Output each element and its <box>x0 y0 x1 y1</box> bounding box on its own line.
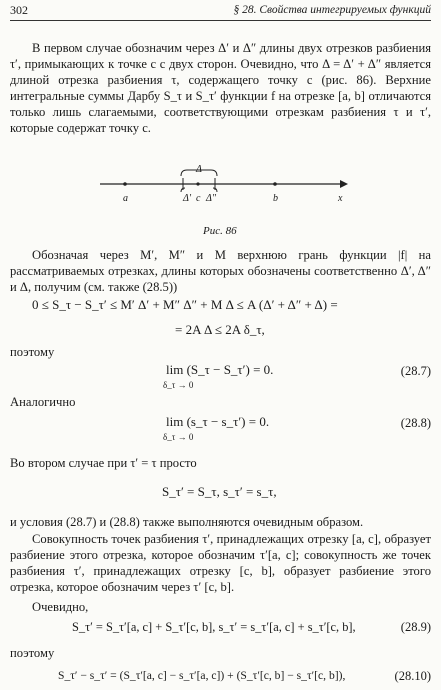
point-a <box>123 182 127 186</box>
equation-number-28-8: (28.8) <box>400 416 431 430</box>
page-number: 302 <box>10 3 28 17</box>
equation-equal-sums: S_τ′ = S_τ, s_τ′ = s_τ, <box>162 484 277 499</box>
equation-28-9: S_τ′ = S_τ′[a, c] + S_τ′[c, b], s_τ′ = s_τ′[a, c] + s_τ′[c, b], <box>72 620 356 634</box>
label-delta-prime: Δ′ <box>183 193 192 204</box>
equation-28-8-limit: δ_τ → 0 <box>163 432 194 442</box>
equation-number-28-10: (28.10) <box>394 669 431 683</box>
text-therefore-2: поэтому <box>10 646 55 660</box>
label-c: c <box>196 193 201 204</box>
figure-86 <box>95 162 355 222</box>
point-c <box>196 182 199 185</box>
text-obviously: Очевидно, <box>32 600 89 614</box>
text-similarly: Аналогично <box>10 395 76 409</box>
label-x: x <box>338 193 343 204</box>
figure-caption: Рис. 86 <box>203 225 237 237</box>
label-b: b <box>273 193 278 204</box>
label-delta: Δ <box>196 164 202 175</box>
equation-28-8: lim (s_τ − s_τ′) = 0. <box>166 414 270 429</box>
paragraph-notation: Обозначая через M′, M″ и M верхнюю грань функции |f| на рассматриваемых отрезках, длины которых обозначены соответственно Δ′, Δ″ и Δ, получим (см. также (28.5)) <box>10 248 431 294</box>
running-title: § 28. Свойства интегрируемых функций <box>233 4 431 16</box>
point-b <box>273 182 277 186</box>
equation-inequality-line2: = 2A Δ ≤ 2A δ_τ, <box>175 322 265 337</box>
axis-arrow <box>340 180 348 188</box>
label-a: a <box>123 193 128 204</box>
equation-28-7-limit: δ_τ → 0 <box>163 380 194 390</box>
paragraph-second-case: Во втором случае при τ′ = τ просто <box>10 456 197 470</box>
equation-number-28-7: (28.7) <box>400 364 431 378</box>
equation-28-10: S_τ′ − s_τ′ = (S_τ′[a, c] − s_τ′[a, c]) + (S_τ′[c, b] − s_τ′[c, b]), <box>58 669 346 682</box>
equation-28-7: lim (S_τ − S_τ′) = 0. <box>166 362 274 377</box>
label-delta-double-prime: Δ″ <box>206 193 217 204</box>
equation-number-28-9: (28.9) <box>400 620 431 634</box>
header-rule <box>10 20 431 21</box>
paragraph-partition-union: Совокупность точек разбиения τ′, принадлежащих отрезку [a, c], образует разбиение этого отрезка, которое обозначим τ′[a, c]; совокупность же точек разбиения τ′, принадлежащих отрезку [c, b], образует разбиение этого отрезка, которое обозначим через τ′ [c, b]. <box>10 532 431 594</box>
paragraph-first-case: В первом случае обозначим через Δ′ и Δ″ длины двух отрезков разбиения τ′, примыкающих к точке c с двух сторон. Очевидно, что Δ = Δ′ + Δ″ является длиной отрезка разбиения τ, содержащего точку c (рис. 86). Верхние интегральные суммы Дарбу S_τ и S_τ′ функции f на отрезке [a, b] отличаются только лишь слагаемыми, соответствующими отрезкам разбиения τ и τ′, которые содержат точку c. <box>10 41 431 135</box>
text-therefore-1: поэтому <box>10 345 55 359</box>
paragraph-conditions: и условия (28.7) и (28.8) также выполняются очевидным образом. <box>10 515 364 529</box>
equation-inequality-line1: 0 ≤ S_τ − S_τ′ ≤ M′ Δ′ + M″ Δ″ + M Δ ≤ A (Δ′ + Δ″ + Δ) = <box>32 297 338 312</box>
